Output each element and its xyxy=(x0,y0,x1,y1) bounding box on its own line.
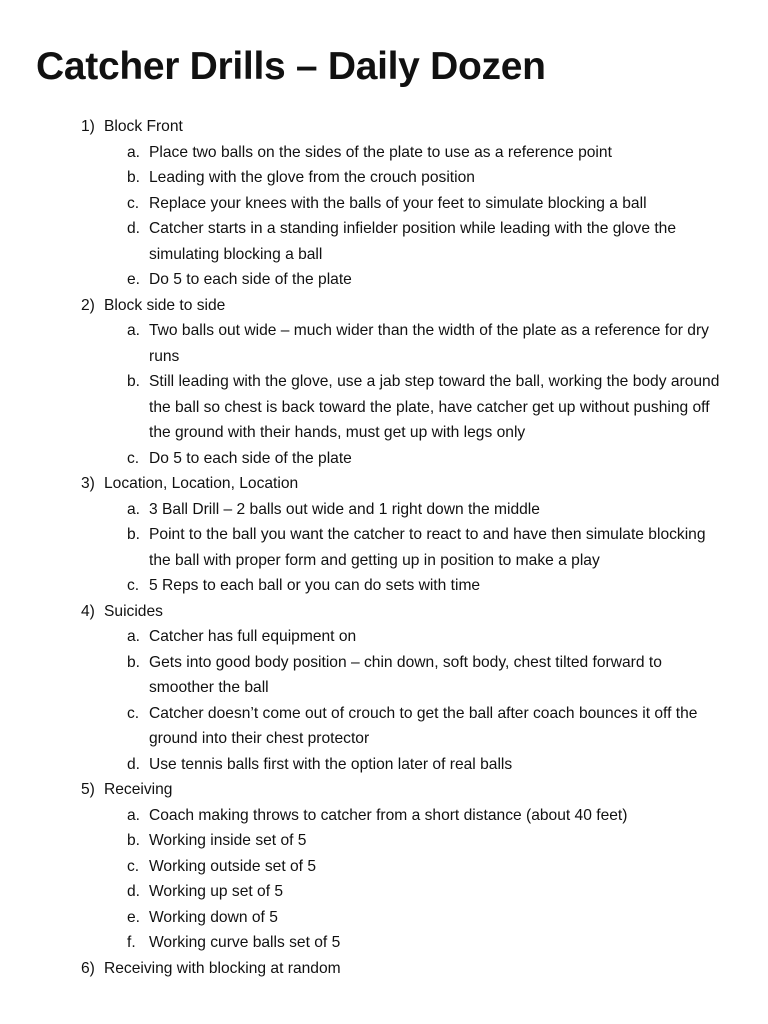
drill-step xyxy=(0,803,768,829)
drill-heading xyxy=(0,114,768,140)
step-letter: b. xyxy=(127,526,141,543)
drill-steps xyxy=(0,318,768,471)
drill-item xyxy=(0,471,768,599)
drill-step xyxy=(0,318,768,369)
drill-label: Block side to side xyxy=(104,296,226,314)
drill-step xyxy=(0,905,768,931)
drill-steps xyxy=(0,140,768,293)
drill-steps xyxy=(0,803,768,956)
drill-step xyxy=(0,191,768,217)
step-letter: c. xyxy=(127,577,140,594)
step-letter: b. xyxy=(127,653,141,671)
drill-number: 5) xyxy=(81,781,95,798)
step-text: Replace your knees with the balls of your feet to simulate blocking a ball xyxy=(149,194,647,212)
step-text: Working inside set of 5 xyxy=(149,832,307,849)
drill-steps xyxy=(0,624,768,777)
drill-number: 1) xyxy=(81,118,95,135)
step-text: Still leading with the glove, use a jab step toward the ball, working the body around the ball so chest is back toward the plate, have catcher get up without pushing off the ground with their hands, must get up with legs only xyxy=(149,373,720,441)
drill-number: 3) xyxy=(81,475,95,492)
drill-heading xyxy=(0,293,768,319)
step-text: Catcher has full equipment on xyxy=(149,628,357,645)
step-letter: c. xyxy=(127,704,140,722)
drill-step xyxy=(0,369,768,446)
step-text: Two balls out wide – much wider than the width of the plate as a reference for dry runs xyxy=(149,322,709,365)
drill-item xyxy=(0,114,768,293)
drill-item xyxy=(0,777,768,956)
drill-step xyxy=(0,497,768,523)
drill-step xyxy=(0,854,768,880)
step-letter: d. xyxy=(127,755,141,773)
step-text: Working up set of 5 xyxy=(149,883,284,900)
step-text: Coach making throws to catcher from a short distance (about 40 feet) xyxy=(149,806,628,824)
step-text: Catcher doesn’t come out of crouch to get the ball after coach bounces it off the ground into their chest protector xyxy=(149,704,698,747)
step-text: Leading with the glove from the crouch position xyxy=(149,169,475,186)
step-text: Point to the ball you want the catcher to react to and have then simulate blocking the ball with proper form and getting up in position to make a play xyxy=(149,526,706,569)
step-letter: a. xyxy=(127,628,141,645)
step-text: Do 5 to each side of the plate xyxy=(149,449,352,467)
step-letter: c. xyxy=(127,194,140,212)
drill-number: 6) xyxy=(81,959,95,977)
step-letter: b. xyxy=(127,169,141,186)
step-text: Working curve balls set of 5 xyxy=(149,934,341,951)
drill-step xyxy=(0,573,768,599)
drill-heading xyxy=(0,956,768,982)
step-letter: f. xyxy=(127,934,136,951)
drill-step xyxy=(0,140,768,166)
drill-step xyxy=(0,165,768,191)
drill-heading xyxy=(0,777,768,803)
step-text: Place two balls on the sides of the plate to use as a reference point xyxy=(149,143,612,161)
drill-step xyxy=(0,522,768,573)
step-letter: c. xyxy=(127,449,140,467)
step-text: 3 Ball Drill – 2 balls out wide and 1 right down the middle xyxy=(149,500,540,518)
drill-list xyxy=(0,114,768,981)
step-text: Do 5 to each side of the plate xyxy=(149,271,352,288)
drill-step xyxy=(0,701,768,752)
drill-label: Block Front xyxy=(104,118,183,135)
drill-step xyxy=(0,446,768,472)
drill-step xyxy=(0,828,768,854)
drill-heading xyxy=(0,471,768,497)
drill-step xyxy=(0,879,768,905)
step-letter: e. xyxy=(127,271,141,288)
step-letter: d. xyxy=(127,883,141,900)
step-letter: b. xyxy=(127,832,141,849)
drill-step xyxy=(0,624,768,650)
page-title: Catcher Drills – Daily Dozen xyxy=(36,45,546,88)
drill-label: Receiving with blocking at random xyxy=(104,959,341,977)
drill-step xyxy=(0,650,768,701)
drill-number: 4) xyxy=(81,602,95,620)
step-letter: a. xyxy=(127,500,141,518)
drill-step xyxy=(0,930,768,956)
drill-item xyxy=(0,599,768,778)
drill-step xyxy=(0,216,768,267)
drill-steps xyxy=(0,497,768,599)
step-text: Catcher starts in a standing infielder position while leading with the glove the simulating blocking a ball xyxy=(149,220,677,263)
step-letter: c. xyxy=(127,857,140,875)
drill-label: Suicides xyxy=(104,602,163,620)
step-text: Gets into good body position – chin down, soft body, chest tilted forward to smoother the ball xyxy=(149,653,662,696)
drill-item xyxy=(0,956,768,982)
step-letter: a. xyxy=(127,143,141,161)
step-text: 5 Reps to each ball or you can do sets with time xyxy=(149,577,481,594)
drill-label: Receiving xyxy=(104,781,173,798)
step-letter: e. xyxy=(127,908,141,926)
step-text: Working down of 5 xyxy=(149,908,278,926)
step-text: Working outside set of 5 xyxy=(149,857,317,875)
step-letter: a. xyxy=(127,322,141,339)
step-letter: b. xyxy=(127,373,141,390)
drill-number: 2) xyxy=(81,296,95,314)
step-letter: a. xyxy=(127,806,141,824)
step-letter: d. xyxy=(127,220,141,237)
drill-step xyxy=(0,752,768,778)
drill-label: Location, Location, Location xyxy=(104,475,299,492)
drill-heading xyxy=(0,599,768,625)
drill-step xyxy=(0,267,768,293)
step-text: Use tennis balls first with the option later of real balls xyxy=(149,755,513,773)
drill-item xyxy=(0,293,768,472)
